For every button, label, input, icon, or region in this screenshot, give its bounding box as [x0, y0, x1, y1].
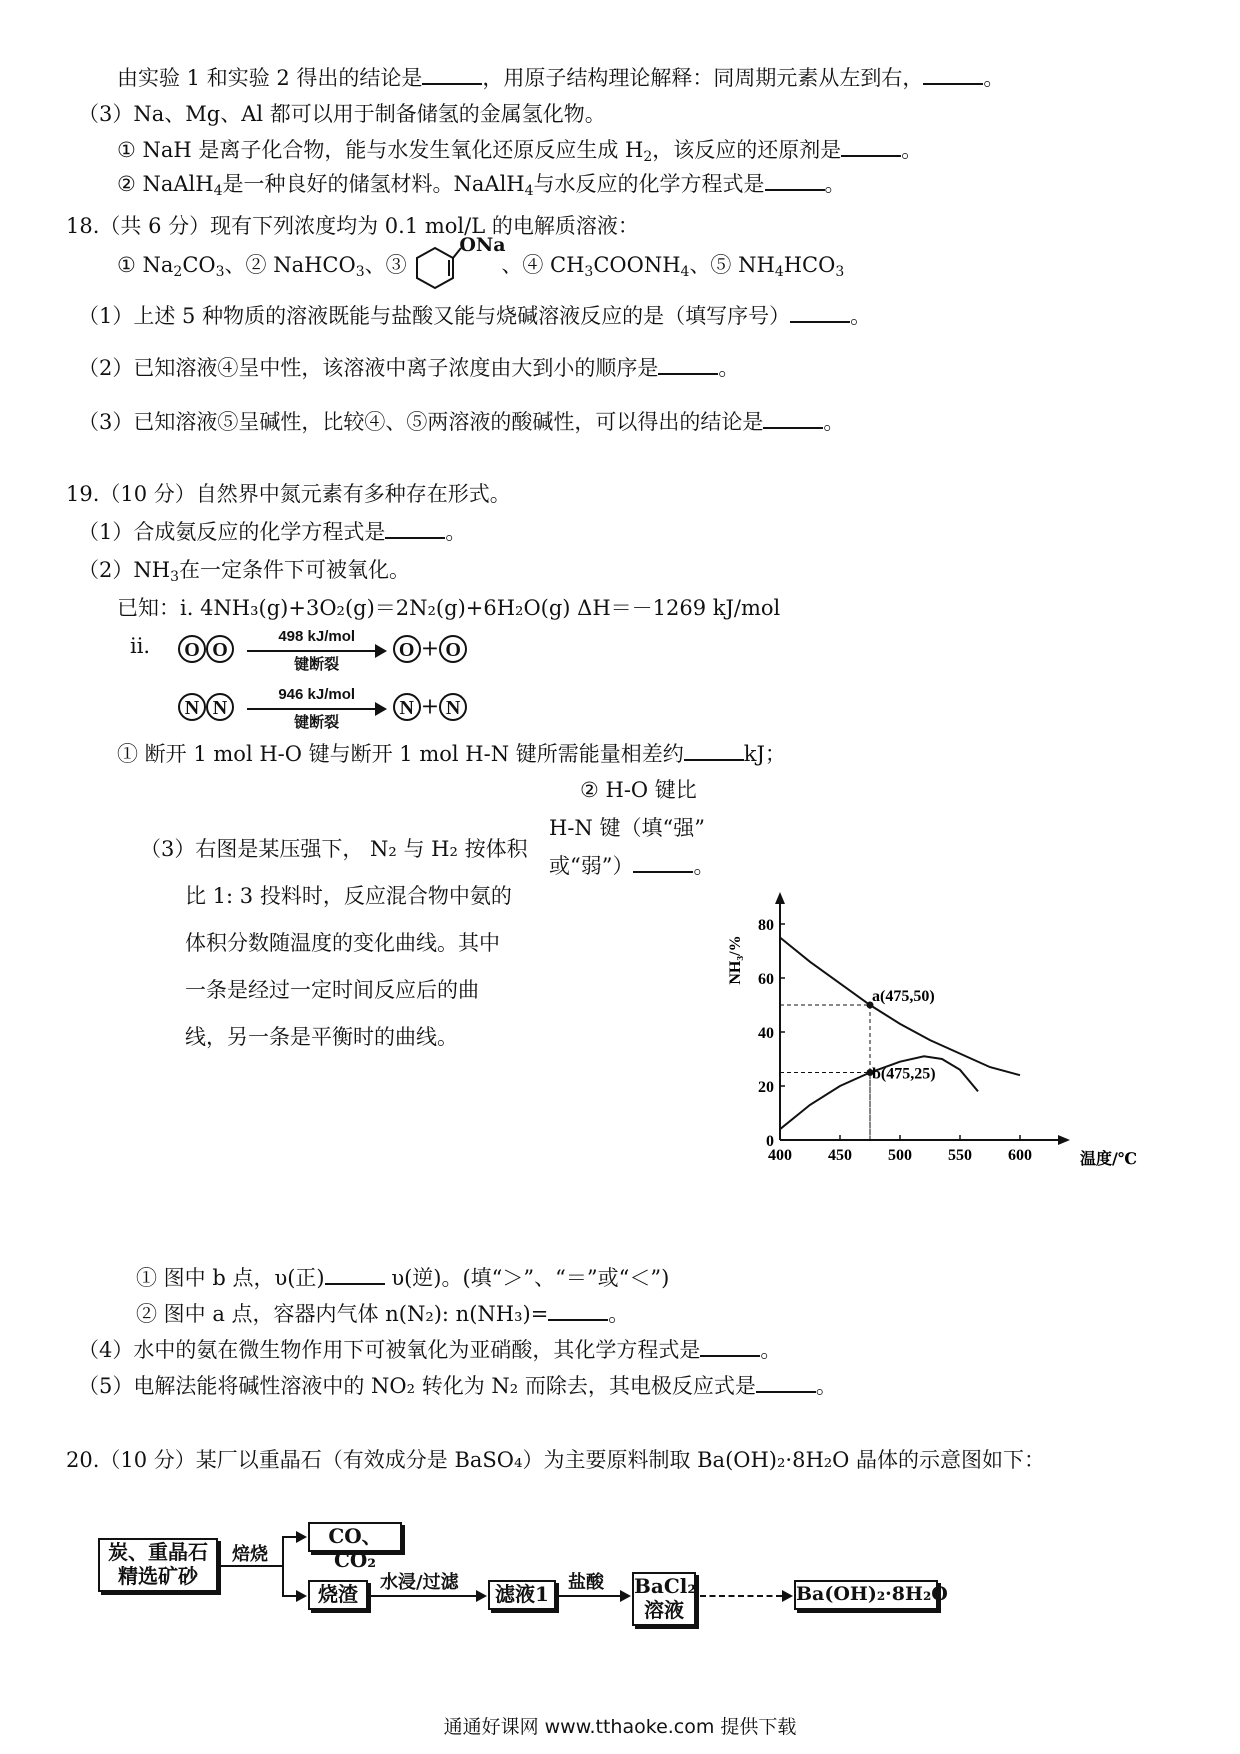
text: 。 — [901, 138, 923, 162]
q19-part4 — [78, 1336, 781, 1364]
text: （2）已知溶液④呈中性，该溶液中离子浓度由大到小的顺序是 — [78, 356, 659, 380]
text: 。 — [824, 172, 846, 196]
q17-conclusion-line — [117, 64, 1004, 92]
q19-part2: $(2)NH_3$在一定条件下可被氧化。 — [78, 558, 410, 585]
text: （1）合成氨反应的化学方程式是 — [78, 520, 386, 544]
text: BaCl₂ — [634, 1574, 697, 1598]
answer-blank[interactable] — [790, 320, 850, 323]
q17-sub2: ② NaAlH$_4$是一种良好的储氢材料。NaAlH$_4$与水反应的化学方程式是 。 — [117, 172, 846, 199]
q19-sub1 — [117, 740, 786, 768]
roman-ii: ⅱ. — [130, 634, 151, 658]
text: 、③ — [364, 253, 407, 277]
text: 。 — [445, 520, 467, 544]
text: （1）上述 5 种物质的溶液既能与盐酸又能与烧碱溶液反应的是（填写序号） — [78, 304, 791, 328]
text: （2）NH — [78, 558, 171, 582]
answer-blank[interactable] — [765, 188, 825, 191]
text: 。 — [815, 1374, 837, 1398]
answer-blank[interactable] — [422, 82, 482, 85]
text: 、② NaHCO — [224, 253, 356, 277]
q19-sub2-a: ② H-O 键比 — [580, 778, 697, 802]
nitrogen-atom-icon: N — [178, 693, 206, 721]
x-tick-label: 600 — [1008, 1147, 1032, 1164]
text: ② NaAlH — [117, 172, 214, 196]
text: 。 — [983, 66, 1005, 90]
answer-blank[interactable] — [763, 426, 823, 429]
text: ，该反应的还原剂是 — [652, 138, 842, 162]
n2-bond-diagram — [178, 686, 467, 732]
x-tick-label: 400 — [768, 1147, 792, 1164]
q19-part3-sub2 — [136, 1300, 629, 1328]
text-line: （3）右图是某压强下， N₂ 与 H₂ 按体积 — [140, 837, 528, 861]
text: 。 — [693, 854, 715, 878]
hcl-label: 盐酸 — [568, 1572, 604, 1593]
n2-bond-energy: 946 kJ/mol — [278, 686, 356, 703]
q18-solution-list: ① $Na_2CO_3$、② NaHCO$_3$、③ ONa 、④ $CH_3COONH_4$、⑤ $NH_4HCO_3$ — [117, 250, 844, 287]
answer-blank[interactable] — [923, 82, 983, 85]
o2-bond-energy: 498 kJ/mol — [278, 628, 356, 645]
answer-blank[interactable] — [633, 870, 693, 873]
arrow-head-icon — [620, 1590, 631, 1602]
water-filter-label: 水浸/过滤 — [380, 1572, 459, 1593]
q20-heading: 20.（10 分）某厂以重晶石（有效成分是 BaSO₄）为主要原料制取 Ba(OH)₂·8H₂O 晶体的示意图如下： — [66, 1448, 1046, 1472]
text: （4）水中的氨在微生物作用下可被氧化为亚硝酸，其化学方程式是 — [78, 1338, 701, 1362]
oxygen-atom-icon: O — [178, 635, 206, 663]
text: ，用原子结构理论解释：同周期元素从左到右， — [482, 66, 924, 90]
arrow-head-icon — [782, 1590, 793, 1602]
q19-heading: 19.（10 分）自然界中氮元素有多种存在形式。 — [66, 482, 511, 506]
text: 精选矿砂 — [118, 1564, 198, 1588]
q19-sub2-c — [549, 852, 714, 880]
text: 。 — [760, 1338, 782, 1362]
text: 由实验 1 和实验 2 得出的结论是 — [117, 66, 423, 90]
oxygen-atom-icon: O — [393, 635, 421, 663]
x-axis-arrow-icon — [1058, 1135, 1070, 1145]
q19-part1 — [78, 518, 466, 546]
y-tick-label: 40 — [758, 1025, 774, 1042]
q19-sub2-b: H-N 键（填“强” — [549, 816, 705, 840]
y-tick-label: 20 — [758, 1079, 774, 1096]
arrow-head-icon — [296, 1531, 307, 1543]
text: 、⑤ NH — [689, 253, 775, 277]
text: 。 — [823, 410, 845, 434]
text: ② 图中 a 点，容器内气体 n(N₂): n(NH₃)= — [136, 1302, 549, 1326]
y-axis-arrow-icon — [775, 892, 785, 904]
nitrogen-atom-icon: N — [206, 693, 234, 721]
page-footer: 通通好课网 www.tthaoke.com 提供下载 — [443, 1716, 797, 1738]
filtrate-box: 滤液1 — [488, 1580, 556, 1610]
text-line: 体积分数随温度的变化曲线。其中 — [185, 931, 500, 955]
sodium-phenoxide-structure — [413, 233, 506, 282]
text: ① Na — [117, 253, 174, 277]
text: 或“弱”） — [549, 854, 634, 878]
roast-label: 焙烧 — [232, 1544, 268, 1565]
text-line: 一条是经过一定时间反应后的曲 — [185, 978, 479, 1002]
text: 。 — [718, 356, 740, 380]
text: 。 — [850, 304, 872, 328]
q18-part1 — [78, 302, 871, 330]
answer-blank[interactable] — [325, 1282, 385, 1285]
answer-blank[interactable] — [385, 536, 445, 539]
x-axis-label: 温度/℃ — [1080, 1149, 1138, 1168]
answer-blank[interactable] — [684, 758, 744, 761]
text: ① 图中 b 点，υ(正) — [136, 1266, 325, 1290]
text-line: 比 1: 3 投料时，反应混合物中氨的 — [185, 884, 512, 908]
q18-heading: 18.（共 6 分）现有下列浓度均为 0.1 mol/L 的电解质溶液： — [66, 214, 639, 238]
answer-blank[interactable] — [700, 1354, 760, 1357]
oxygen-atom-icon: O — [206, 635, 234, 663]
nh3-temperature-chart — [720, 890, 1138, 1170]
text: HCO — [783, 253, 836, 277]
nitrogen-atom-icon: N — [393, 693, 421, 721]
text: （3）已知溶液⑤呈碱性，比较④、⑤两溶液的酸碱性，可以得出的结论是 — [78, 410, 764, 434]
text: ① NaH 是离子化合物，能与水发生氧化还原反应生成 H — [117, 138, 644, 162]
slag-box: 烧渣 — [308, 1580, 368, 1610]
bond-break-label: 键断裂 — [294, 713, 340, 731]
final-product-box: Ba(OH)₂·8H₂O — [794, 1580, 938, 1610]
bacl2-box — [632, 1572, 696, 1626]
point-label: b(475,25) — [872, 1065, 936, 1083]
y-tick-label: 0 — [766, 1133, 774, 1150]
q19-part3-text — [140, 826, 528, 1061]
text: 。 — [608, 1302, 630, 1326]
text: 炭、重晶石 — [108, 1540, 208, 1564]
y-tick-label: 60 — [758, 971, 774, 988]
nitrogen-atom-icon: N — [439, 693, 467, 721]
text: kJ； — [743, 742, 786, 766]
text: 、④ CH — [501, 253, 585, 277]
q17-sub1: ① NaH 是离子化合物，能与水发生氧化还原反应生成 $H_2$，该反应的还原剂是 。 — [117, 138, 923, 165]
text: COONH — [593, 253, 681, 277]
plus-sign: + — [420, 694, 440, 720]
text: ① 断开 1 mol H-O 键与断开 1 mol H-N 键所需能量相差约 — [117, 742, 684, 766]
co-co2-box: CO、CO₂ — [308, 1522, 402, 1552]
text: 与水反应的化学方程式是 — [533, 172, 765, 196]
text: CO — [182, 253, 216, 277]
y-axis-label: NH₃/% — [727, 935, 744, 985]
x-tick-label: 550 — [948, 1147, 972, 1164]
point-label: a(475,50) — [872, 988, 935, 1005]
text: （5）电解法能将碱性溶液中的 NO₂ 转化为 N₂ 而除去，其电极反应式是 — [78, 1374, 756, 1398]
text: 是一种良好的储氢材料。NaAlH — [222, 172, 525, 196]
text: 溶液 — [644, 1598, 684, 1622]
ona-label: ONa — [459, 233, 506, 256]
answer-blank[interactable] — [841, 154, 901, 157]
o2-bond-diagram — [178, 628, 467, 674]
bond-break-label: 键断裂 — [294, 655, 340, 673]
series-line-1 — [780, 938, 1020, 1076]
text: υ(逆)。(填“＞”、“＝”或“＜”) — [391, 1266, 670, 1290]
q19-part3-sub1 — [136, 1264, 669, 1292]
raw-material-box — [98, 1538, 218, 1592]
q18-part3 — [78, 408, 844, 436]
y-tick-label: 80 — [758, 917, 774, 934]
answer-blank[interactable] — [658, 372, 718, 375]
arrow-head-icon — [296, 1590, 307, 1602]
answer-blank[interactable] — [548, 1318, 608, 1321]
q18-part2 — [78, 354, 739, 382]
bond-break-arrow — [247, 628, 387, 672]
q19-part5 — [78, 1372, 837, 1400]
x-tick-label: 500 — [888, 1147, 912, 1164]
plus-sign: + — [420, 636, 440, 662]
oxygen-atom-icon: O — [439, 635, 467, 663]
text-line: 线，另一条是平衡时的曲线。 — [185, 1025, 458, 1049]
x-tick-label: 450 — [828, 1147, 852, 1164]
bond-break-arrow — [247, 686, 387, 730]
arrow-head-icon — [476, 1590, 487, 1602]
answer-blank[interactable] — [756, 1390, 816, 1393]
text: 在一定条件下可被氧化。 — [178, 558, 410, 582]
q17-part3: （3）Na、Mg、Al 都可以用于制备储氢的金属氢化物。 — [78, 102, 606, 126]
q19-known-reaction: 已知：ⅰ. 4NH₃(g)+3O₂(g)＝2N₂(g)+6H₂O(g) ΔH＝－1269 kJ/mol — [117, 596, 781, 620]
